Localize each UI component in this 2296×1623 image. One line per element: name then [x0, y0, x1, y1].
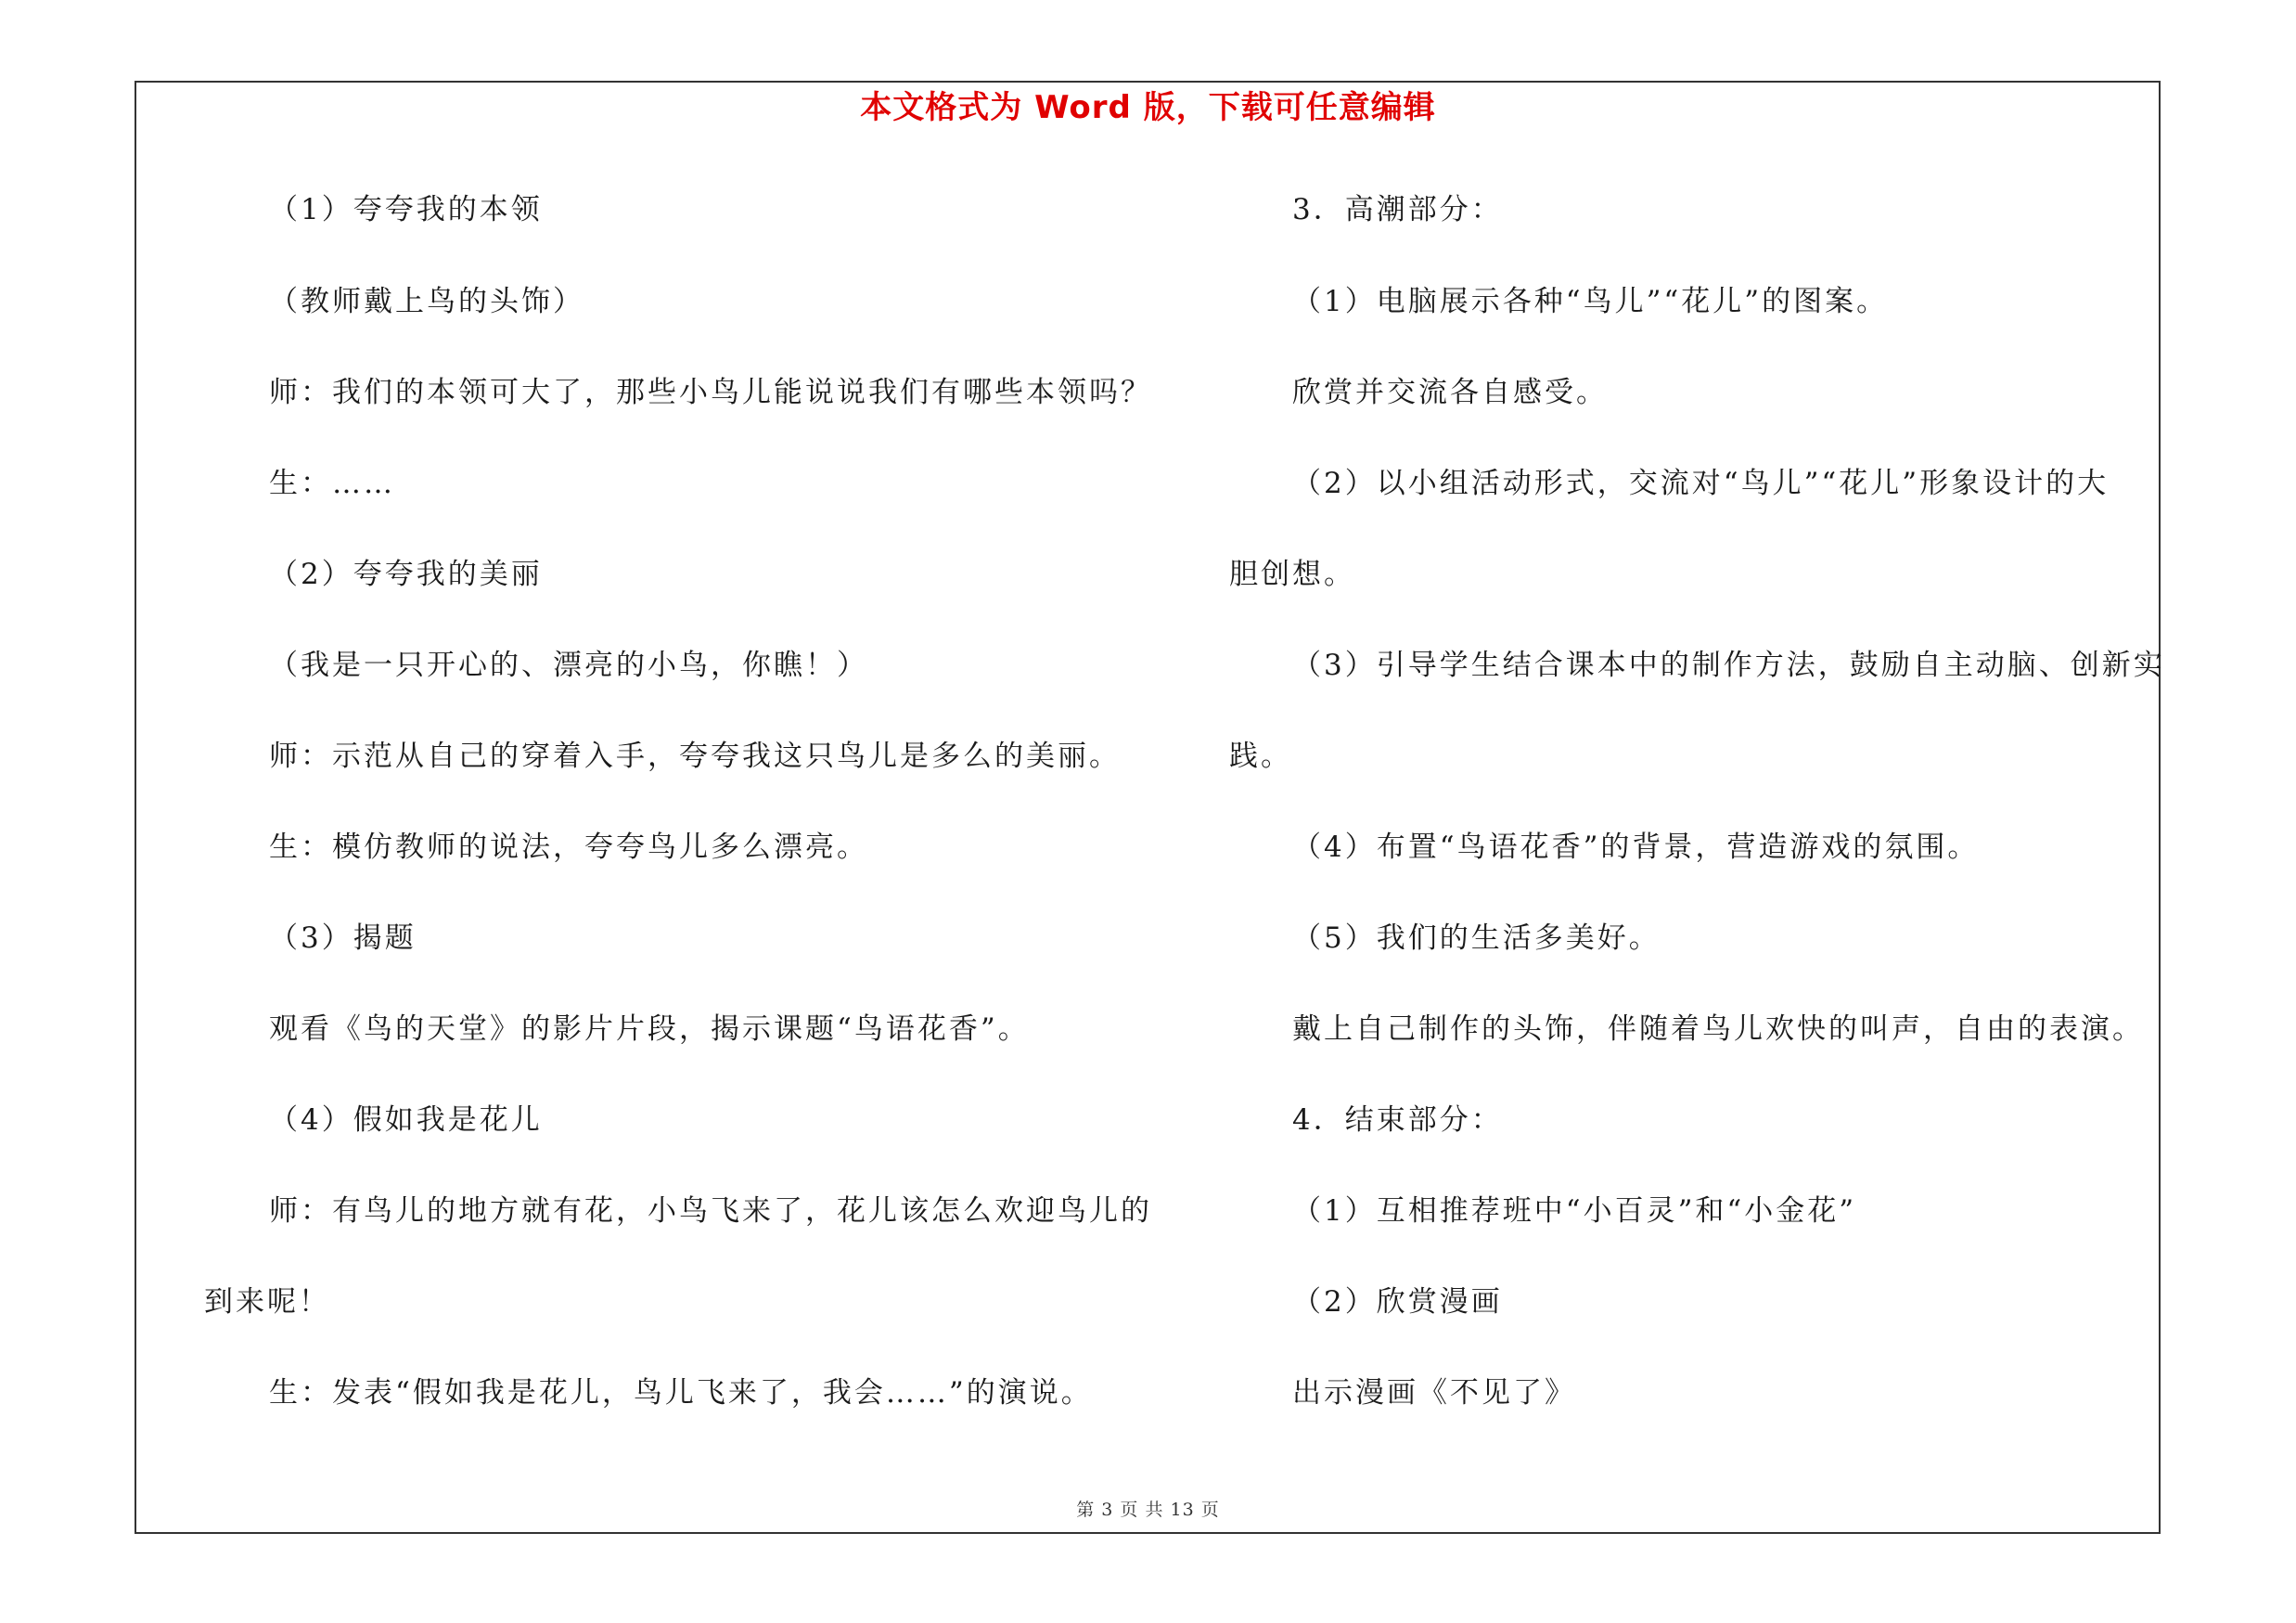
right-line-9: （5）我们的生活多美好。: [1292, 921, 1661, 955]
left-line-5: （2）夸夸我的美丽: [269, 558, 543, 591]
right-line-7: 践。: [1229, 740, 1292, 773]
right-line-11: 4．结束部分：: [1292, 1103, 1503, 1137]
left-line-10: 观看《鸟的天堂》的影片片段，揭示课题“鸟语花香”。: [269, 1012, 1030, 1046]
right-line-12: （1）互相推荐班中“小百灵”和“小金花”: [1292, 1194, 1857, 1228]
left-line-12: 师：有鸟儿的地方就有花，小鸟飞来了，花儿该怎么欢迎鸟儿的: [269, 1194, 1152, 1228]
left-line-4: 生：……: [269, 467, 395, 500]
left-line-6: （我是一只开心的、漂亮的小鸟，你瞧！）: [269, 649, 868, 682]
right-line-1: 3．高潮部分：: [1292, 193, 1503, 226]
right-line-14: 出示漫画《不见了》: [1292, 1376, 1576, 1410]
right-line-10: 戴上自己制作的头饰，伴随着鸟儿欢快的叫声，自由的表演。: [1292, 1012, 2144, 1046]
right-line-6: （3）引导学生结合课本中的制作方法，鼓励自主动脑、创新实: [1292, 649, 2165, 682]
right-line-13: （2）欣赏漫画: [1292, 1285, 1503, 1319]
left-line-2: （教师戴上鸟的头饰）: [269, 285, 584, 318]
right-line-2: （1）电脑展示各种“鸟儿”“花儿”的图案。: [1292, 285, 1889, 318]
left-line-7: 师：示范从自己的穿着入手，夸夸我这只鸟儿是多么的美丽。: [269, 740, 1121, 773]
left-line-9: （3）揭题: [269, 921, 417, 955]
left-line-3: 师：我们的本领可大了，那些小鸟儿能说说我们有哪些本领吗？: [269, 376, 1152, 409]
left-line-8: 生：模仿教师的说法，夸夸鸟儿多么漂亮。: [269, 831, 868, 864]
right-line-4: （2）以小组活动形式，交流对“鸟儿”“花儿”形象设计的大: [1292, 467, 2110, 500]
page-number: 第 3 页 共 13 页: [1076, 1500, 1220, 1520]
left-line-14: 生：发表“假如我是花儿，鸟儿飞来了，我会……”的演说。: [269, 1376, 1093, 1410]
right-line-8: （4）布置“鸟语花香”的背景，营造游戏的氛围。: [1292, 831, 1980, 864]
left-line-13: 到来呢！: [204, 1285, 330, 1319]
format-banner: 本文格式为 Word 版，下载可任意编辑: [860, 89, 1436, 126]
left-line-11: （4）假如我是花儿: [269, 1103, 543, 1137]
right-line-5: 胆创想。: [1229, 558, 1355, 591]
right-line-3: 欣赏并交流各自感受。: [1292, 376, 1608, 409]
left-line-1: （1）夸夸我的本领: [269, 193, 543, 226]
